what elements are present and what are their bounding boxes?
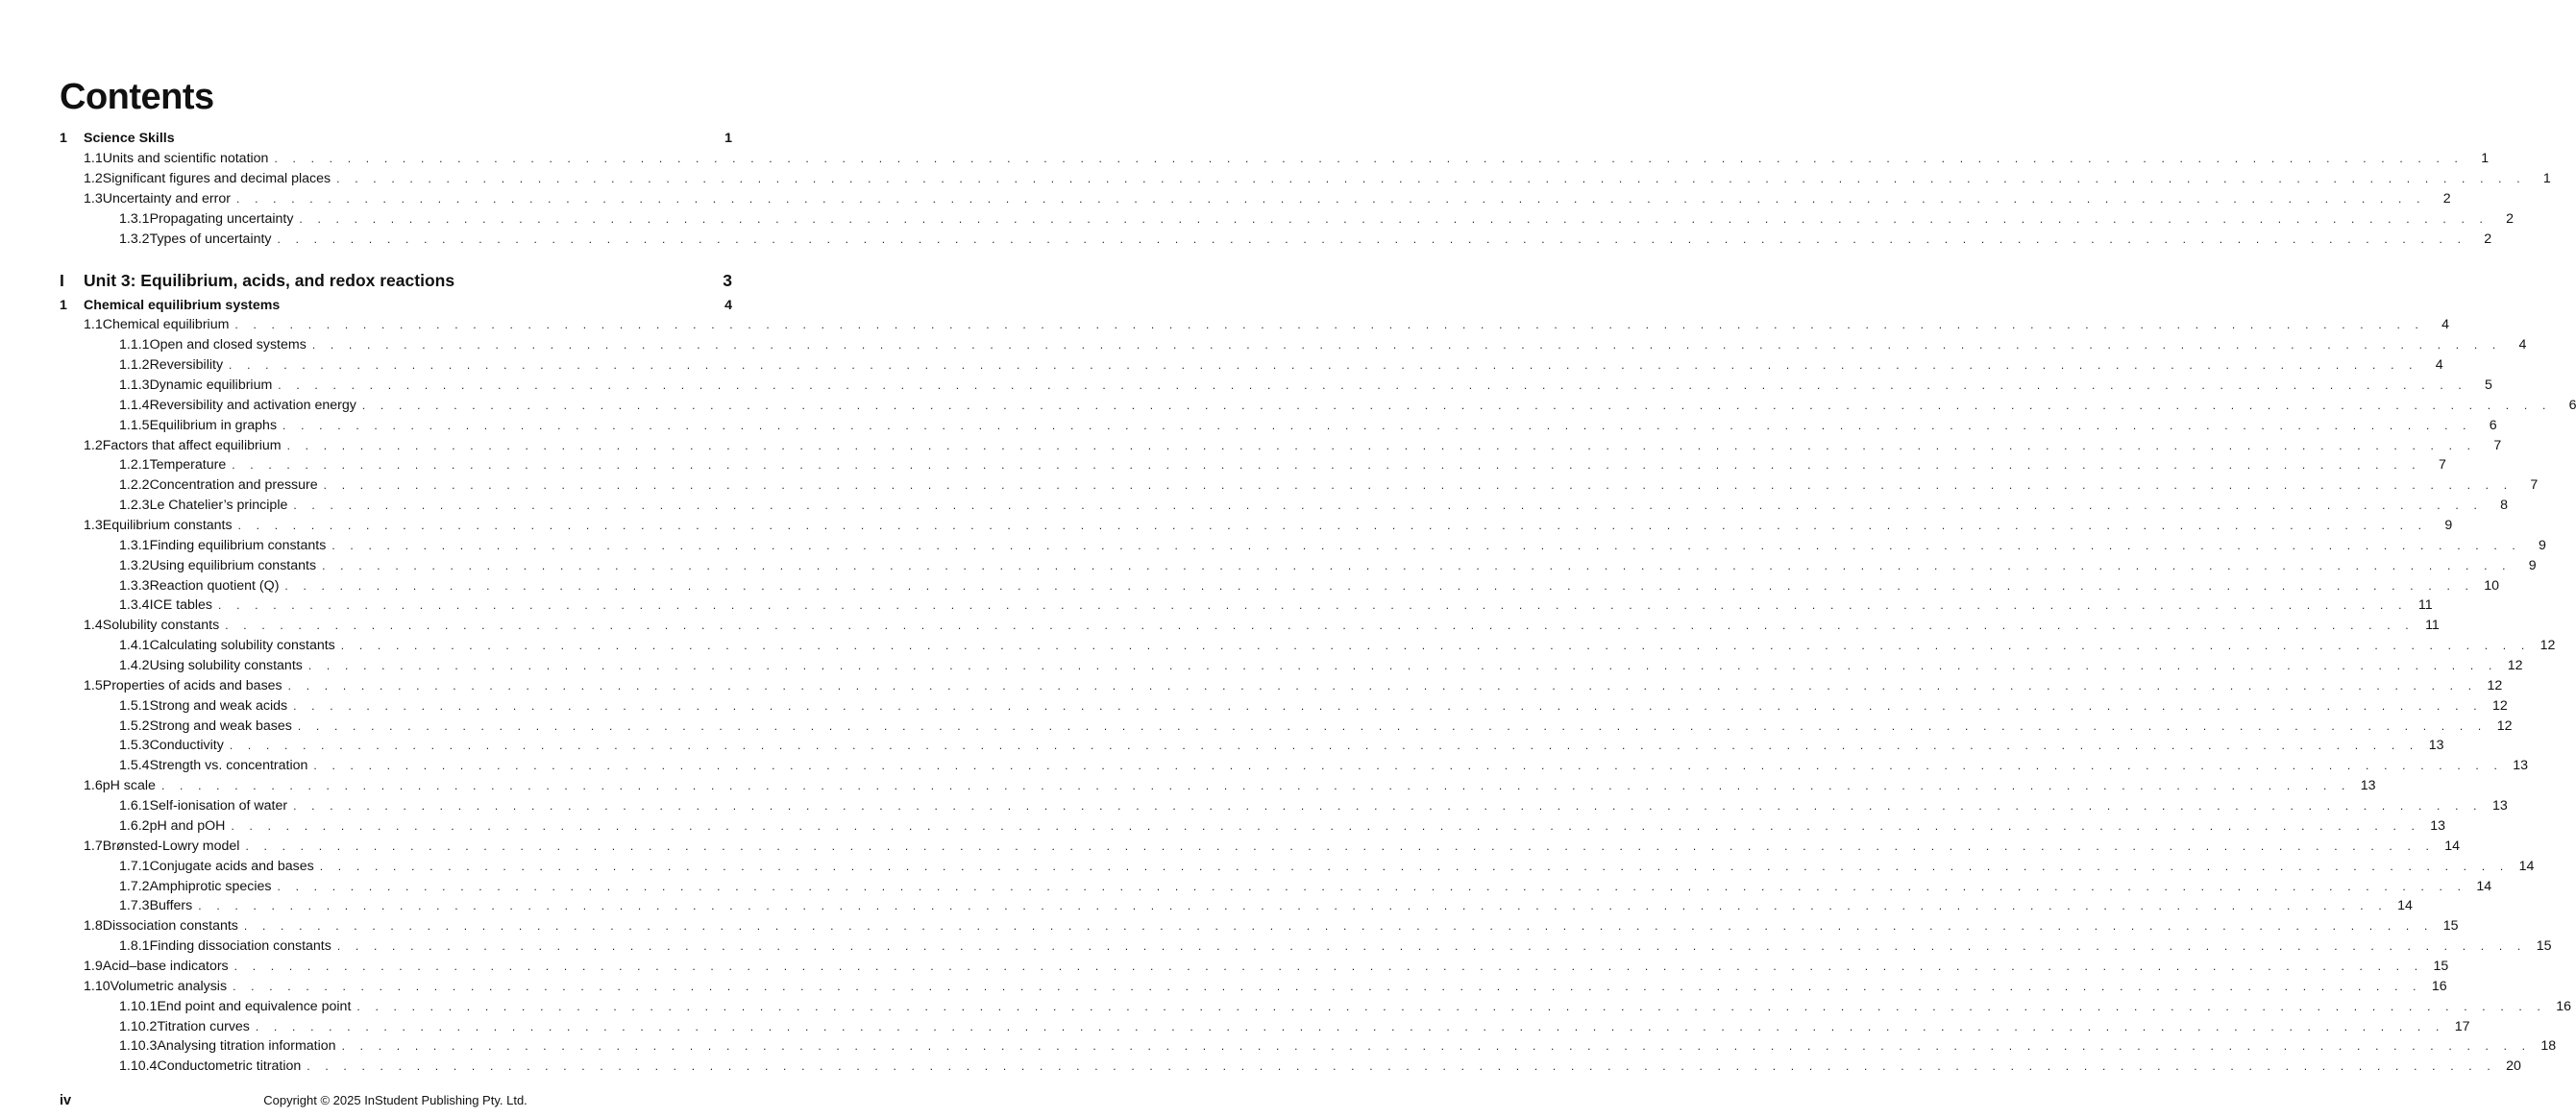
toc-page-number: 2 xyxy=(2426,191,2451,207)
toc-subsection-row[interactable] xyxy=(60,896,2413,916)
toc-page-number: 12 xyxy=(2497,658,2522,673)
toc-subsection-row[interactable] xyxy=(60,415,2497,435)
toc-dot-leader: . . . . . . . . . . . . . . . . . . . . . . . . . . . . . . . . . . . . . . . . . . . . . . . . . . . . . . . . . . . . . . . . . . . . . . . . . . . . . . . . . . . . . . . . . . . . . . . . . . . . . . . . . . . . . . . . . . . . . . . . xyxy=(336,939,2527,954)
toc-entry-number: 1.10.3 xyxy=(119,1038,158,1055)
toc-entry-title[interactable]: Properties of acids and bases xyxy=(103,678,288,693)
toc-page-number: 7 xyxy=(2513,477,2538,493)
toc-entry-title[interactable]: Units and scientific notation xyxy=(103,151,275,166)
toc-subsection-row[interactable] xyxy=(60,395,2576,415)
toc-page-number: 12 xyxy=(2487,718,2512,734)
toc-dot-leader: . . . . . . . . . . . . . . . . . . . . . . . . . . . . . . . . . . . . . . . . . . . . . . . . . . . . . . . . . . . . . . . . . . . . . . . . . . . . . . . . . . . . . . . . . . . . . . . . . . . . . . . . . . . . . . . . . . . . . . . . xyxy=(293,799,2483,814)
toc-dot-leader: . . . . . . . . . . . . . . . . . . . . . . . . . . . . . . . . . . . . . . . . . . . . . . . . . . . . . . . . . . . . . . . . . . . . . . . . . . . . . . . . . . . . . . . . . . . . . . . . . . . . . . . . . . . . . . . . . . . . . . . . xyxy=(336,172,2526,186)
toc-dot-leader: . . . . . . . . . . . . . . . . . . . . . . . . . . . . . . . . . . . . . . . . . . . . . . . . . . . . . . . . . . . . . . . . . . . . . . . . . . . . . . . . . . . . . . . . . . . . . . . . . . . . . . . . . . . . . . . . . . . . . . . . xyxy=(198,899,2388,913)
toc-entry-title[interactable]: Volumetric analysis xyxy=(110,979,233,994)
toc-entry-number: 1.6 xyxy=(84,778,103,794)
toc-entry-number: 1.1 xyxy=(84,151,103,167)
toc-page-number: 13 xyxy=(2503,758,2528,773)
toc-subsection-row[interactable] xyxy=(60,656,2523,676)
toc-entry-number: 1.2 xyxy=(84,437,103,453)
toc-entry-title[interactable]: Strength vs. concentration xyxy=(150,758,314,773)
toc-dot-leader: . . . . . . . . . . . . . . . . . . . . . . . . . . . . . . . . . . . . . . . . . . . . . . . . . . . . . . . . . . . . . . . . . . . . . . . . . . . . . . . . . . . . . . . . . . . . . . . . . . . . . . . . . . . . . . . . . . . . . . . . xyxy=(236,192,2426,206)
toc-entry-title[interactable]: Conductometric titration xyxy=(157,1058,307,1074)
toc-entry-title[interactable]: Brønsted-Lowry model xyxy=(103,838,246,854)
toc-entry-number: 1.3.2 xyxy=(119,231,150,247)
toc-entry-number: I xyxy=(60,271,84,291)
toc-entry-number: 1.10.4 xyxy=(119,1058,158,1075)
toc-page-number: 13 xyxy=(2418,738,2443,753)
toc-subsection-row[interactable] xyxy=(60,1057,2521,1077)
copyright-notice: Copyright © 2025 InStudent Publishing Pty. Ltd. xyxy=(263,1093,527,1107)
toc-subsection-row[interactable] xyxy=(60,376,2492,396)
toc-entry-title[interactable]: Le Chatelier’s principle xyxy=(150,498,294,513)
toc-section-row[interactable] xyxy=(60,169,2551,189)
toc-entry-title[interactable]: Reversibility xyxy=(150,357,229,373)
toc-entry-number: 1.7.1 xyxy=(119,858,150,874)
toc-entry-title[interactable]: Conductivity xyxy=(150,738,230,753)
table-of-contents xyxy=(60,129,2576,1077)
toc-dot-leader: . . . . . . . . . . . . . . . . . . . . . . . . . . . . . . . . . . . . . . . . . . . . . . . . . . . . . . . . . . . . . . . . . . . . . . . . . . . . . . . . . . . . . . . . . . . . . . . . . . . . . . . . . . . . . . . . . . . . . . . . xyxy=(313,759,2504,773)
toc-page-number: 17 xyxy=(2445,1019,2470,1034)
toc-subsection-row[interactable] xyxy=(60,535,2546,555)
toc-dot-leader: . . . . . . . . . . . . . . . . . . . . . . . . . . . . . . . . . . . . . . . . . . . . . . . . . . . . . . . . . . . . . . . . . . . . . . . . . . . . . . . . . . . . . . . . . . . . . . . . . . . . . . . . . . . . . . . . . . . . . . . . xyxy=(307,1059,2496,1074)
toc-dot-leader: . . . . . . . . . . . . . . . . . . . . . . . . . . . . . . . . . . . . . . . . . . . . . . . . . . . . . . . . . . . . . . . . . . . . . . . . . . . . . . . . . . . . . . . . . . . . . . . . . . . . . . . . . . . . . . . . . . . . . . . . xyxy=(278,378,2467,393)
toc-page-number: 1 xyxy=(2526,171,2551,186)
toc-page-number: 4 xyxy=(2418,357,2443,373)
toc-entry-title[interactable]: Finding dissociation constants xyxy=(150,938,337,954)
toc-entry-title[interactable]: Strong and weak bases xyxy=(150,718,298,734)
toc-entry-number: 1.3.3 xyxy=(119,577,150,594)
toc-page-number: 14 xyxy=(2435,838,2460,854)
toc-subsection-row[interactable] xyxy=(60,1016,2470,1036)
toc-page-number: 9 xyxy=(2512,558,2537,573)
toc-entry-title[interactable]: Concentration and pressure xyxy=(150,477,324,493)
toc-subsection-row[interactable] xyxy=(60,555,2537,575)
toc-entry-number: 1.5.3 xyxy=(119,738,150,754)
toc-entry-title[interactable]: Reversibility and activation energy xyxy=(150,398,362,413)
toc-page-number: 14 xyxy=(2388,898,2413,913)
toc-entry-number: 1.1.1 xyxy=(119,337,150,353)
toc-page-number: 18 xyxy=(2531,1038,2556,1054)
toc-entry-number: 1.5.2 xyxy=(119,717,150,734)
toc-page-number: 6 xyxy=(2551,398,2576,413)
toc-dot-leader: . . . . . . . . . . . . . . . . . . . . . . . . . . . . . . . . . . . . . . . . . . . . . . . . . . . . . . . . . . . . . . . . . . . . . . . . . . . . . . . . . . . . . . . . . . . . . . . . . . . . . . . . . . . . . . . . . . . . . . . . xyxy=(341,1039,2532,1054)
toc-section-row[interactable] xyxy=(60,616,2440,636)
toc-entry-number: 1.7 xyxy=(84,838,103,854)
toc-dot-leader: . . . . . . . . . . . . . . . . . . . . . . . . . . . . . . . . . . . . . . . . . . . . . . . . . . . . . . . . . . . . . . . . . . . . . . . . . . . . . . . . . . . . . . . . . . . . . . . . . . . . . . . . . . . . . . . . . . . . . . . . xyxy=(284,578,2475,593)
toc-dot-leader: . . . . . . . . . . . . . . . . . . . . . . . . . . . . . . . . . . . . . . . . . . . . . . . . . . . . . . . . . . . . . . . . . . . . . . . . . . . . . . . . . . . . . . . . . . . . . . . . . . . . . . . . . . . . . . . . . . . . . . . . xyxy=(229,739,2419,753)
toc-page-number: 11 xyxy=(2408,597,2433,613)
toc-entry-number: 1.7.2 xyxy=(119,878,150,894)
toc-entry-title[interactable]: Temperature xyxy=(150,457,233,473)
toc-entry-number: 1.6.1 xyxy=(119,798,150,814)
toc-page-number: 4 xyxy=(707,298,732,313)
toc-entry-number: 1.8.1 xyxy=(119,938,150,955)
toc-entry-number: 1.10.2 xyxy=(119,1018,158,1034)
toc-entry-number: 1.10 xyxy=(84,978,110,994)
toc-dot-leader: . . . . . . . . . . . . . . . . . . . . . . . . . . . . . . . . . . . . . . . . . . . . . . . . . . . . . . . . . . . . . . . . . . . . . . . . . . . . . . . . . . . . . . . . . . . . . . . . . . . . . . . . . . . . . . . . . . . . . . . . xyxy=(237,519,2428,533)
toc-entry-title[interactable]: Buffers xyxy=(150,898,199,913)
toc-entry-number: 1.3.1 xyxy=(119,210,150,227)
toc-dot-leader: . . . . . . . . . . . . . . . . . . . . . . . . . . . . . . . . . . . . . . . . . . . . . . . . . . . . . . . . . . . . . . . . . . . . . . . . . . . . . . . . . . . . . . . . . . . . . . . . . . . . . . . . . . . . . . . . . . . . . . . . xyxy=(233,979,2422,993)
toc-page-number: 14 xyxy=(2509,859,2534,874)
toc-subsection-row[interactable] xyxy=(60,496,2508,516)
toc-page-number: 12 xyxy=(2477,678,2502,693)
toc-dot-leader: . . . . . . . . . . . . . . . . . . . . . . . . . . . . . . . . . . . . . . . . . . . . . . . . . . . . . . . . . . . . . . . . . . . . . . . . . . . . . . . . . . . . . . . . . . . . . . . . . . . . . . . . . . . . . . . . . . . . . . . . xyxy=(277,231,2467,246)
toc-page-number: 7 xyxy=(2476,438,2501,453)
toc-dot-leader: . . . . . . . . . . . . . . . . . . . . . . . . . . . . . . . . . . . . . . . . . . . . . . . . . . . . . . . . . . . . . . . . . . . . . . . . . . . . . . . . . . . . . . . . . . . . . . . . . . . . . . . . . . . . . . . . . . . . . . . . xyxy=(243,919,2434,934)
toc-page-number: 8 xyxy=(2483,498,2508,513)
toc-chapter-row[interactable] xyxy=(60,129,732,149)
toc-subsection-row[interactable] xyxy=(60,575,2500,595)
toc-subsection-row[interactable] xyxy=(60,335,2527,355)
toc-section-row[interactable] xyxy=(60,776,2376,796)
toc-entry-number: 1.6.2 xyxy=(119,817,150,834)
toc-dot-leader: . . . . . . . . . . . . . . . . . . . . . . . . . . . . . . . . . . . . . . . . . . . . . . . . . . . . . . . . . . . . . . . . . . . . . . . . . . . . . . . . . . . . . . . . . . . . . . . . . . . . . . . . . . . . . . . . . . . . . . . . xyxy=(311,338,2502,352)
toc-page-number: 4 xyxy=(2424,317,2449,332)
toc-subsection-row[interactable] xyxy=(60,355,2443,376)
toc-entry-number: 1.1.5 xyxy=(119,417,150,433)
toc-dot-leader: . . . . . . . . . . . . . . . . . . . . . . . . . . . . . . . . . . . . . . . . . . . . . . . . . . . . . . . . . . . . . . . . . . . . . . . . . . . . . . . . . . . . . . . . . . . . . . . . . . . . . . . . . . . . . . . . . . . . . . . . xyxy=(307,659,2498,673)
toc-part-row[interactable] xyxy=(60,256,732,295)
toc-page-number: 16 xyxy=(2546,999,2571,1014)
toc-entry-title[interactable]: ICE tables xyxy=(150,597,218,613)
toc-dot-leader: . . . . . . . . . . . . . . . . . . . . . . . . . . . . . . . . . . . . . . . . . . . . . . . . . . . . . . . . . . . . . . . . . . . . . . . . . . . . . . . . . . . . . . . . . . . . . . . . . . . . . . . . . . . . . . . . . . . . . . . . xyxy=(282,418,2472,432)
toc-dot-leader: . . . . . . . . . . . . . . . . . . . . . . . . . . . . . . . . . . . . . . . . . . . . . . . . . . . . . . . . . . . . . . . . . . . . . . . . . . . . . . . . . . . . . . . . . . . . . . . . . . . . . . . . . . . . . . . . . . . . . . . . xyxy=(293,498,2483,513)
toc-entry-number: 1 xyxy=(60,298,84,313)
toc-entry-number: 1.10.1 xyxy=(119,998,158,1014)
toc-dot-leader: . . . . . . . . . . . . . . . . . . . . . . . . . . . . . . . . . . . . . . . . . . . . . . . . . . . . . . . . . . . . . . . . . . . . . . . . . . . . . . . . . . . . . . . . . . . . . . . . . . . . . . . . . . . . . . . . . . . . . . . . xyxy=(297,718,2488,733)
page-title: Contents xyxy=(60,77,214,117)
toc-entry-title[interactable]: pH scale xyxy=(103,778,161,793)
toc-page-number: 15 xyxy=(2526,938,2551,954)
toc-subsection-row[interactable] xyxy=(60,936,2552,957)
toc-dot-leader: . . . . . . . . . . . . . . . . . . . . . . . . . . . . . . . . . . . . . . . . . . . . . . . . . . . . . . . . . . . . . . . . . . . . . . . . . . . . . . . . . . . . . . . . . . . . . . . . . . . . . . . . . . . . . . . . . . . . . . . . xyxy=(234,318,2425,332)
toc-entry-title[interactable]: Unit 3: Equilibrium, acids, and redox reactions xyxy=(84,271,460,291)
toc-page-number: 3 xyxy=(707,271,732,291)
page-footer xyxy=(60,1093,731,1112)
toc-entry-title[interactable]: End point and equivalence point xyxy=(157,999,356,1014)
toc-page-number: 12 xyxy=(2530,638,2555,653)
toc-page-number: 2 xyxy=(2466,231,2491,247)
toc-entry-number: 1.4 xyxy=(84,618,103,634)
toc-page-number: 2 xyxy=(2489,211,2514,227)
toc-entry-number: 1.5.4 xyxy=(119,758,150,774)
toc-subsection-row[interactable] xyxy=(60,1036,2557,1057)
toc-entry-title[interactable]: Uncertainty and error xyxy=(103,191,236,207)
toc-entry-number: 1.5.1 xyxy=(119,697,150,714)
toc-page-number: 10 xyxy=(2474,578,2499,594)
toc-entry-number: 1.3.2 xyxy=(119,557,150,573)
toc-dot-leader: . . . . . . . . . . . . . . . . . . . . . . . . . . . . . . . . . . . . . . . . . . . . . . . . . . . . . . . . . . . . . . . . . . . . . . . . . . . . . . . . . . . . . . . . . . . . . . . . . . . . . . . . . . . . . . . . . . . . . . . . xyxy=(319,859,2510,873)
toc-page-number: 12 xyxy=(2483,698,2508,714)
toc-entry-number: 1.3 xyxy=(84,518,103,534)
toc-entry-title[interactable]: Calculating solubility constants xyxy=(150,638,341,653)
footer-page-number: iv xyxy=(60,1093,72,1108)
toc-subsection-row[interactable] xyxy=(60,595,2433,616)
toc-dot-leader: . . . . . . . . . . . . . . . . . . . . . . . . . . . . . . . . . . . . . . . . . . . . . . . . . . . . . . . . . . . . . . . . . . . . . . . . . . . . . . . . . . . . . . . . . . . . . . . . . . . . . . . . . . . . . . . . . . . . . . . . xyxy=(233,959,2424,973)
toc-subsection-row[interactable] xyxy=(60,996,2572,1016)
toc-section-row[interactable] xyxy=(60,516,2453,536)
toc-page-number: 6 xyxy=(2472,418,2497,433)
toc-subsection-row[interactable] xyxy=(60,229,2492,249)
toc-entry-title[interactable]: Dissociation constants xyxy=(103,918,244,934)
toc-section-row[interactable] xyxy=(60,916,2459,936)
toc-subsection-row[interactable] xyxy=(60,695,2508,716)
toc-page-number: 9 xyxy=(2427,518,2452,533)
toc-section-row[interactable] xyxy=(60,315,2450,335)
toc-page-number: 4 xyxy=(2501,337,2526,352)
toc-page-number: 15 xyxy=(2423,959,2448,974)
toc-entry-title[interactable]: Chemical equilibrium xyxy=(103,317,235,332)
toc-entry-title[interactable]: Chemical equilibrium systems xyxy=(84,298,285,313)
toc-section-row[interactable] xyxy=(60,957,2449,977)
toc-section-row[interactable] xyxy=(60,836,2461,856)
toc-dot-leader: . . . . . . . . . . . . . . . . . . . . . . . . . . . . . . . . . . . . . . . . . . . . . . . . . . . . . . . . . . . . . . . . . . . . . . . . . . . . . . . . . . . . . . . . . . . . . . . . . . . . . . . . . . . . . . . . . . . . . . . . xyxy=(331,538,2521,552)
toc-entry-title[interactable]: Analysing titration information xyxy=(157,1038,341,1054)
toc-dot-leader: . . . . . . . . . . . . . . . . . . . . . . . . . . . . . . . . . . . . . . . . . . . . . . . . . . . . . . . . . . . . . . . . . . . . . . . . . . . . . . . . . . . . . . . . . . . . . . . . . . . . . . . . . . . . . . . . . . . . . . . . xyxy=(229,358,2418,373)
toc-page-number: 1 xyxy=(2464,151,2489,166)
toc-subsection-row[interactable] xyxy=(60,876,2492,896)
toc-dot-leader: . . . . . . . . . . . . . . . . . . . . . . . . . . . . . . . . . . . . . . . . . . . . . . . . . . . . . . . . . . . . . . . . . . . . . . . . . . . . . . . . . . . . . . . . . . . . . . . . . . . . . . . . . . . . . . . . . . . . . . . . xyxy=(225,619,2415,633)
toc-page-number: 11 xyxy=(2415,618,2440,633)
toc-page-number: 9 xyxy=(2521,538,2546,553)
toc-dot-leader: . . . . . . . . . . . . . . . . . . . . . . . . . . . . . . . . . . . . . . . . . . . . . . . . . . . . . . . . . . . . . . . . . . . . . . . . . . . . . . . . . . . . . . . . . . . . . . . . . . . . . . . . . . . . . . . . . . . . . . . . xyxy=(356,999,2547,1013)
toc-dot-leader: . . . . . . . . . . . . . . . . . . . . . . . . . . . . . . . . . . . . . . . . . . . . . . . . . . . . . . . . . . . . . . . . . . . . . . . . . . . . . . . . . . . . . . . . . . . . . . . . . . . . . . . . . . . . . . . . . . . . . . . . xyxy=(286,438,2477,452)
toc-dot-leader: . . . . . . . . . . . . . . . . . . . . . . . . . . . . . . . . . . . . . . . . . . . . . . . . . . . . . . . . . . . . . . . . . . . . . . . . . . . . . . . . . . . . . . . . . . . . . . . . . . . . . . . . . . . . . . . . . . . . . . . . xyxy=(340,639,2531,653)
toc-page-number: 20 xyxy=(2496,1058,2521,1074)
toc-entry-number: 1.2.1 xyxy=(119,457,150,474)
toc-dot-leader: . . . . . . . . . . . . . . . . . . . . . . . . . . . . . . . . . . . . . . . . . . . . . . . . . . . . . . . . . . . . . . . . . . . . . . . . . . . . . . . . . . . . . . . . . . . . . . . . . . . . . . . . . . . . . . . . . . . . . . . . xyxy=(299,211,2490,226)
toc-dot-leader: . . . . . . . . . . . . . . . . . . . . . . . . . . . . . . . . . . . . . . . . . . . . . . . . . . . . . . . . . . . . . . . . . . . . . . . . . . . . . . . . . . . . . . . . . . . . . . . . . . . . . . . . . . . . . . . . . . . . . . . . xyxy=(277,879,2467,893)
toc-subsection-row[interactable] xyxy=(60,756,2529,776)
toc-subsection-row[interactable] xyxy=(60,856,2535,876)
toc-entry-number: 1.4.2 xyxy=(119,658,150,674)
toc-entry-title[interactable]: Strong and weak acids xyxy=(150,698,294,714)
toc-entry-number: 1.2 xyxy=(84,171,103,187)
toc-entry-number: 1.8 xyxy=(84,918,103,935)
toc-page-number: 13 xyxy=(2351,778,2376,793)
toc-entry-title[interactable]: Using equilibrium constants xyxy=(150,558,323,573)
toc-page-number: 7 xyxy=(2421,457,2446,473)
toc-page-number: 15 xyxy=(2434,918,2459,934)
toc-section-row[interactable] xyxy=(60,675,2503,695)
toc-subsection-row[interactable] xyxy=(60,475,2539,496)
toc-entry-title[interactable]: Amphiprotic species xyxy=(150,879,278,894)
toc-subsection-row[interactable] xyxy=(60,816,2446,837)
toc-subsection-row[interactable] xyxy=(60,796,2508,816)
toc-entry-number: 1.2.3 xyxy=(119,498,150,514)
toc-entry-title[interactable]: Solubility constants xyxy=(103,618,225,633)
toc-entry-title[interactable]: Factors that affect equilibrium xyxy=(103,438,287,453)
toc-entry-number: 1.1.2 xyxy=(119,357,150,374)
toc-section-row[interactable] xyxy=(60,435,2502,455)
toc-subsection-row[interactable] xyxy=(60,716,2513,736)
toc-subsection-row[interactable] xyxy=(60,208,2515,229)
toc-entry-title[interactable]: Finding equilibrium constants xyxy=(150,538,332,553)
toc-subsection-row[interactable] xyxy=(60,736,2444,756)
toc-entry-title[interactable]: Significant figures and decimal places xyxy=(103,171,336,186)
toc-dot-leader: . . . . . . . . . . . . . . . . . . . . . . . . . . . . . . . . . . . . . . . . . . . . . . . . . . . . . . . . . . . . . . . . . . . . . . . . . . . . . . . . . . . . . . . . . . . . . . . . . . . . . . . . . . . . . . . . . . . . . . . . xyxy=(232,458,2421,473)
toc-dot-leader: . . . . . . . . . . . . . . . . . . . . . . . . . . . . . . . . . . . . . . . . . . . . . . . . . . . . . . . . . . . . . . . . . . . . . . . . . . . . . . . . . . . . . . . . . . . . . . . . . . . . . . . . . . . . . . . . . . . . . . . . xyxy=(218,598,2408,613)
toc-dot-leader: . . . . . . . . . . . . . . . . . . . . . . . . . . . . . . . . . . . . . . . . . . . . . . . . . . . . . . . . . . . . . . . . . . . . . . . . . . . . . . . . . . . . . . . . . . . . . . . . . . . . . . . . . . . . . . . . . . . . . . . . xyxy=(322,558,2512,572)
toc-page-number: 1 xyxy=(707,131,732,146)
toc-entry-number: 1.3 xyxy=(84,191,103,207)
toc-dot-leader: . . . . . . . . . . . . . . . . . . . . . . . . . . . . . . . . . . . . . . . . . . . . . . . . . . . . . . . . . . . . . . . . . . . . . . . . . . . . . . . . . . . . . . . . . . . . . . . . . . . . . . . . . . . . . . . . . . . . . . . . xyxy=(231,818,2421,833)
toc-page-number: 16 xyxy=(2422,979,2447,994)
toc-dot-leader: . . . . . . . . . . . . . . . . . . . . . . . . . . . . . . . . . . . . . . . . . . . . . . . . . . . . . . . . . . . . . . . . . . . . . . . . . . . . . . . . . . . . . . . . . . . . . . . . . . . . . . . . . . . . . . . . . . . . . . . . xyxy=(160,779,2351,793)
toc-page-number: 5 xyxy=(2467,377,2492,393)
toc-dot-leader: . . . . . . . . . . . . . . . . . . . . . . . . . . . . . . . . . . . . . . . . . . . . . . . . . . . . . . . . . . . . . . . . . . . . . . . . . . . . . . . . . . . . . . . . . . . . . . . . . . . . . . . . . . . . . . . . . . . . . . . . xyxy=(293,698,2483,713)
toc-entry-number: 1.7.3 xyxy=(119,898,150,914)
toc-entry-number: 1.2.2 xyxy=(119,477,150,494)
toc-entry-title[interactable]: Propagating uncertainty xyxy=(150,211,300,227)
toc-dot-leader: . . . . . . . . . . . . . . . . . . . . . . . . . . . . . . . . . . . . . . . . . . . . . . . . . . . . . . . . . . . . . . . . . . . . . . . . . . . . . . . . . . . . . . . . . . . . . . . . . . . . . . . . . . . . . . . . . . . . . . . . xyxy=(361,398,2552,412)
toc-section-row[interactable] xyxy=(60,189,2451,209)
toc-subsection-row[interactable] xyxy=(60,455,2446,475)
toc-entry-title[interactable]: Using solubility constants xyxy=(150,658,308,673)
toc-chapter-row[interactable] xyxy=(60,295,732,315)
toc-entry-number: 1.3.1 xyxy=(119,537,150,553)
toc-dot-leader: . . . . . . . . . . . . . . . . . . . . . . . . . . . . . . . . . . . . . . . . . . . . . . . . . . . . . . . . . . . . . . . . . . . . . . . . . . . . . . . . . . . . . . . . . . . . . . . . . . . . . . . . . . . . . . . . . . . . . . . . xyxy=(245,838,2436,853)
toc-entry-title[interactable]: pH and pOH xyxy=(150,818,232,834)
toc-section-row[interactable] xyxy=(60,149,2490,169)
toc-entry-number: 1.4.1 xyxy=(119,638,150,654)
toc-entry-number: 1.5 xyxy=(84,677,103,693)
toc-entry-number: 1.1.4 xyxy=(119,397,150,413)
toc-entry-title[interactable]: Open and closed systems xyxy=(150,337,312,352)
toc-section-row[interactable] xyxy=(60,976,2447,996)
toc-subsection-row[interactable] xyxy=(60,636,2556,656)
toc-dot-leader: . . . . . . . . . . . . . . . . . . . . . . . . . . . . . . . . . . . . . . . . . . . . . . . . . . . . . . . . . . . . . . . . . . . . . . . . . . . . . . . . . . . . . . . . . . . . . . . . . . . . . . . . . . . . . . . . . . . . . . . . xyxy=(287,678,2478,693)
toc-entry-title[interactable]: Equilibrium in graphs xyxy=(150,418,282,433)
toc-entry-title[interactable]: Conjugate acids and bases xyxy=(150,859,320,874)
toc-entry-title[interactable]: Self-ionisation of water xyxy=(150,798,294,814)
toc-entry-number: 1 xyxy=(60,131,84,146)
toc-entry-number: 1.1 xyxy=(84,317,103,333)
toc-dot-leader: . . . . . . . . . . . . . . . . . . . . . . . . . . . . . . . . . . . . . . . . . . . . . . . . . . . . . . . . . . . . . . . . . . . . . . . . . . . . . . . . . . . . . . . . . . . . . . . . . . . . . . . . . . . . . . . . . . . . . . . . xyxy=(274,152,2465,166)
toc-entry-title[interactable]: Acid–base indicators xyxy=(103,959,234,974)
toc-entry-title[interactable]: Types of uncertainty xyxy=(150,231,278,247)
toc-entry-title[interactable]: Dynamic equilibrium xyxy=(150,377,279,393)
toc-page-number: 13 xyxy=(2420,818,2445,834)
toc-dot-leader: . . . . . . . . . . . . . . . . . . . . . . . . . . . . . . . . . . . . . . . . . . . . . . . . . . . . . . . . . . . . . . . . . . . . . . . . . . . . . . . . . . . . . . . . . . . . . . . . . . . . . . . . . . . . . . . . . . . . . . . . xyxy=(255,1019,2445,1033)
toc-page-number: 13 xyxy=(2483,798,2508,814)
toc-dot-leader: . . . . . . . . . . . . . . . . . . . . . . . . . . . . . . . . . . . . . . . . . . . . . . . . . . . . . . . . . . . . . . . . . . . . . . . . . . . . . . . . . . . . . . . . . . . . . . . . . . . . . . . . . . . . . . . . . . . . . . . . xyxy=(323,478,2514,493)
toc-entry-title[interactable]: Titration curves xyxy=(157,1019,255,1034)
toc-page-number: 14 xyxy=(2466,879,2491,894)
toc-entry-number: 1.9 xyxy=(84,958,103,974)
toc-entry-title[interactable]: Science Skills xyxy=(84,131,181,146)
toc-entry-number: 1.3.4 xyxy=(119,597,150,614)
toc-entry-title[interactable]: Reaction quotient (Q) xyxy=(150,578,285,594)
toc-entry-number: 1.1.3 xyxy=(119,377,150,394)
toc-entry-title[interactable]: Equilibrium constants xyxy=(103,518,238,533)
